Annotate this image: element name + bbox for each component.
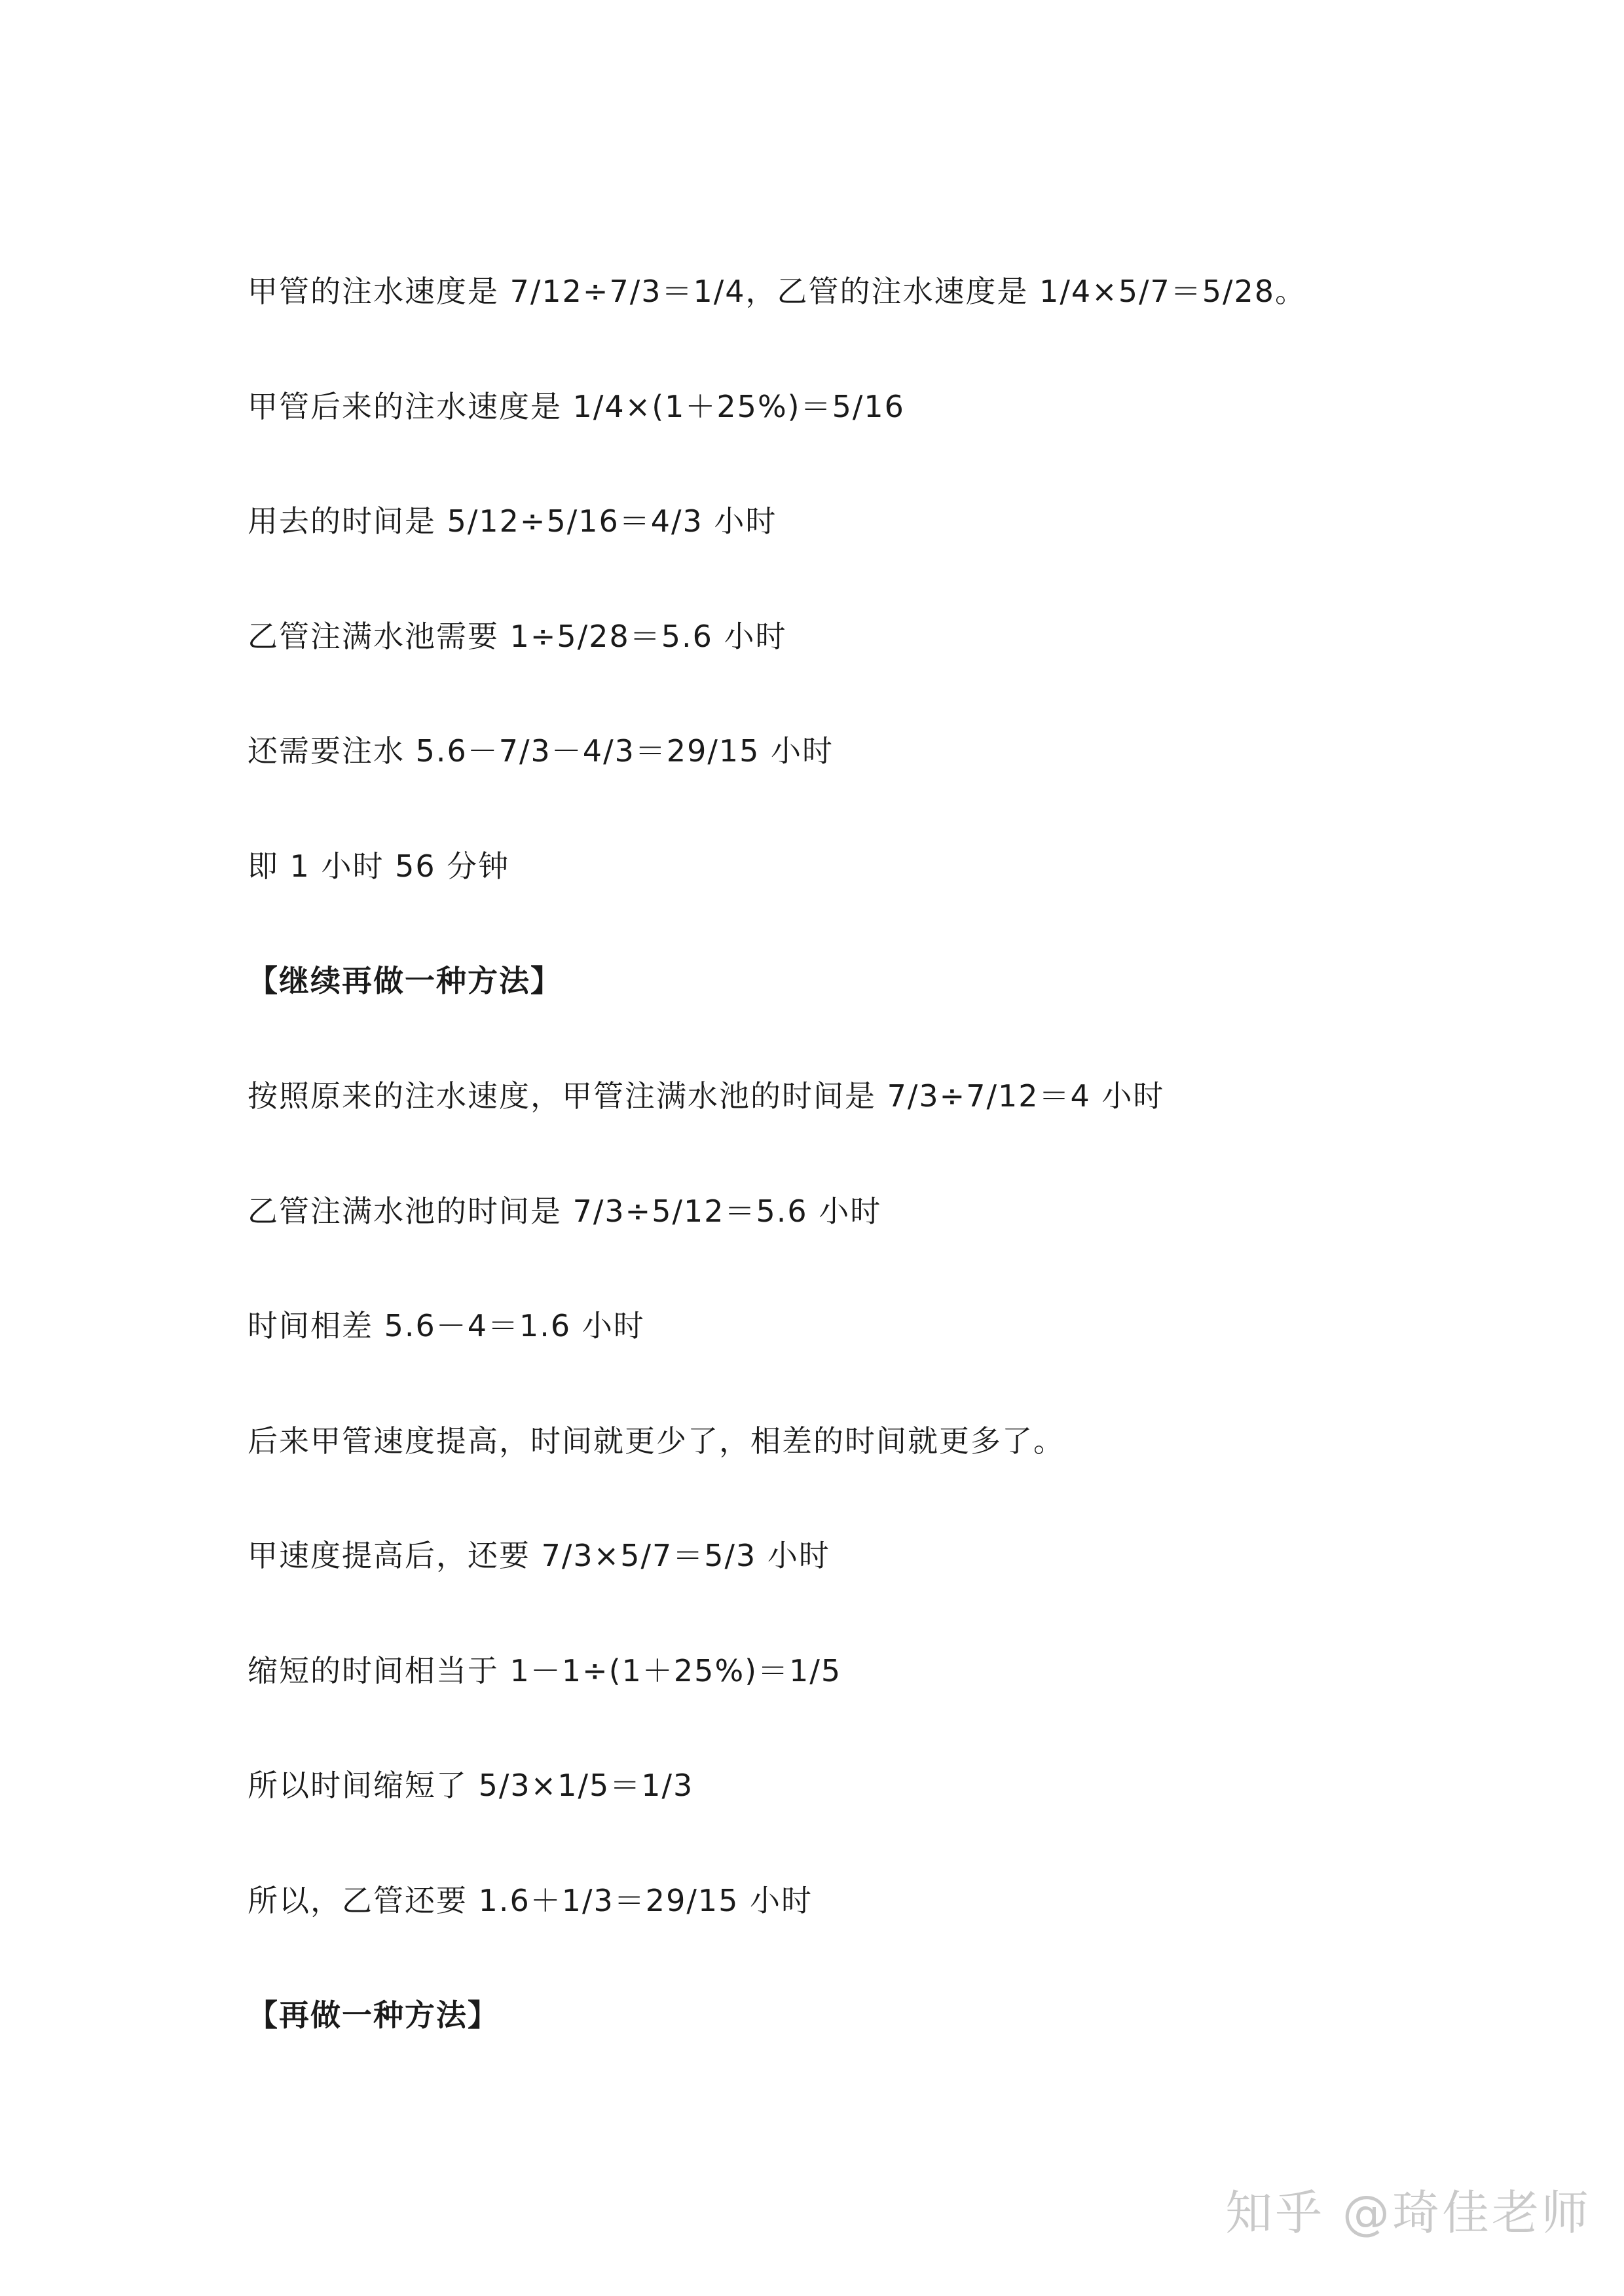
text-line-3: 用去的时间是 5/12÷5/16＝4/3 小时 [248, 503, 777, 539]
text-line-5: 还需要注水 5.6－7/3－4/3＝29/15 小时 [248, 733, 834, 769]
text-line-14: 所以，乙管还要 1.6＋1/3＝29/15 小时 [248, 1883, 813, 1918]
text-line-4: 乙管注满水池需要 1÷5/28＝5.6 小时 [248, 619, 787, 654]
text-line-8: 乙管注满水池的时间是 7/3÷5/12＝5.6 小时 [248, 1194, 882, 1229]
section-heading-2: 【再做一种方法】 [248, 1997, 499, 2033]
text-line-13: 所以时间缩短了 5/3×1/5＝1/3 [248, 1768, 694, 1803]
section-heading-1: 【继续再做一种方法】 [248, 963, 562, 998]
text-line-6: 即 1 小时 56 分钟 [248, 848, 510, 884]
text-line-1: 甲管的注水速度是 7/12÷7/3＝1/4，乙管的注水速度是 1/4×5/7＝5/28。 [248, 274, 1307, 309]
text-line-9: 时间相差 5.6－4＝1.6 小时 [248, 1308, 645, 1343]
text-line-2: 甲管后来的注水速度是 1/4×(1＋25%)＝5/16 [248, 389, 905, 424]
watermark: 知乎 @琦佳老师 [1225, 2185, 1591, 2240]
text-line-11: 甲速度提高后，还要 7/3×5/7＝5/3 小时 [248, 1538, 830, 1573]
text-line-7: 按照原来的注水速度，甲管注满水池的时间是 7/3÷7/12＝4 小时 [248, 1078, 1165, 1114]
text-line-10: 后来甲管速度提高，时间就更少了，相差的时间就更多了。 [248, 1423, 1065, 1459]
text-line-12: 缩短的时间相当于 1－1÷(1＋25%)＝1/5 [248, 1653, 842, 1688]
